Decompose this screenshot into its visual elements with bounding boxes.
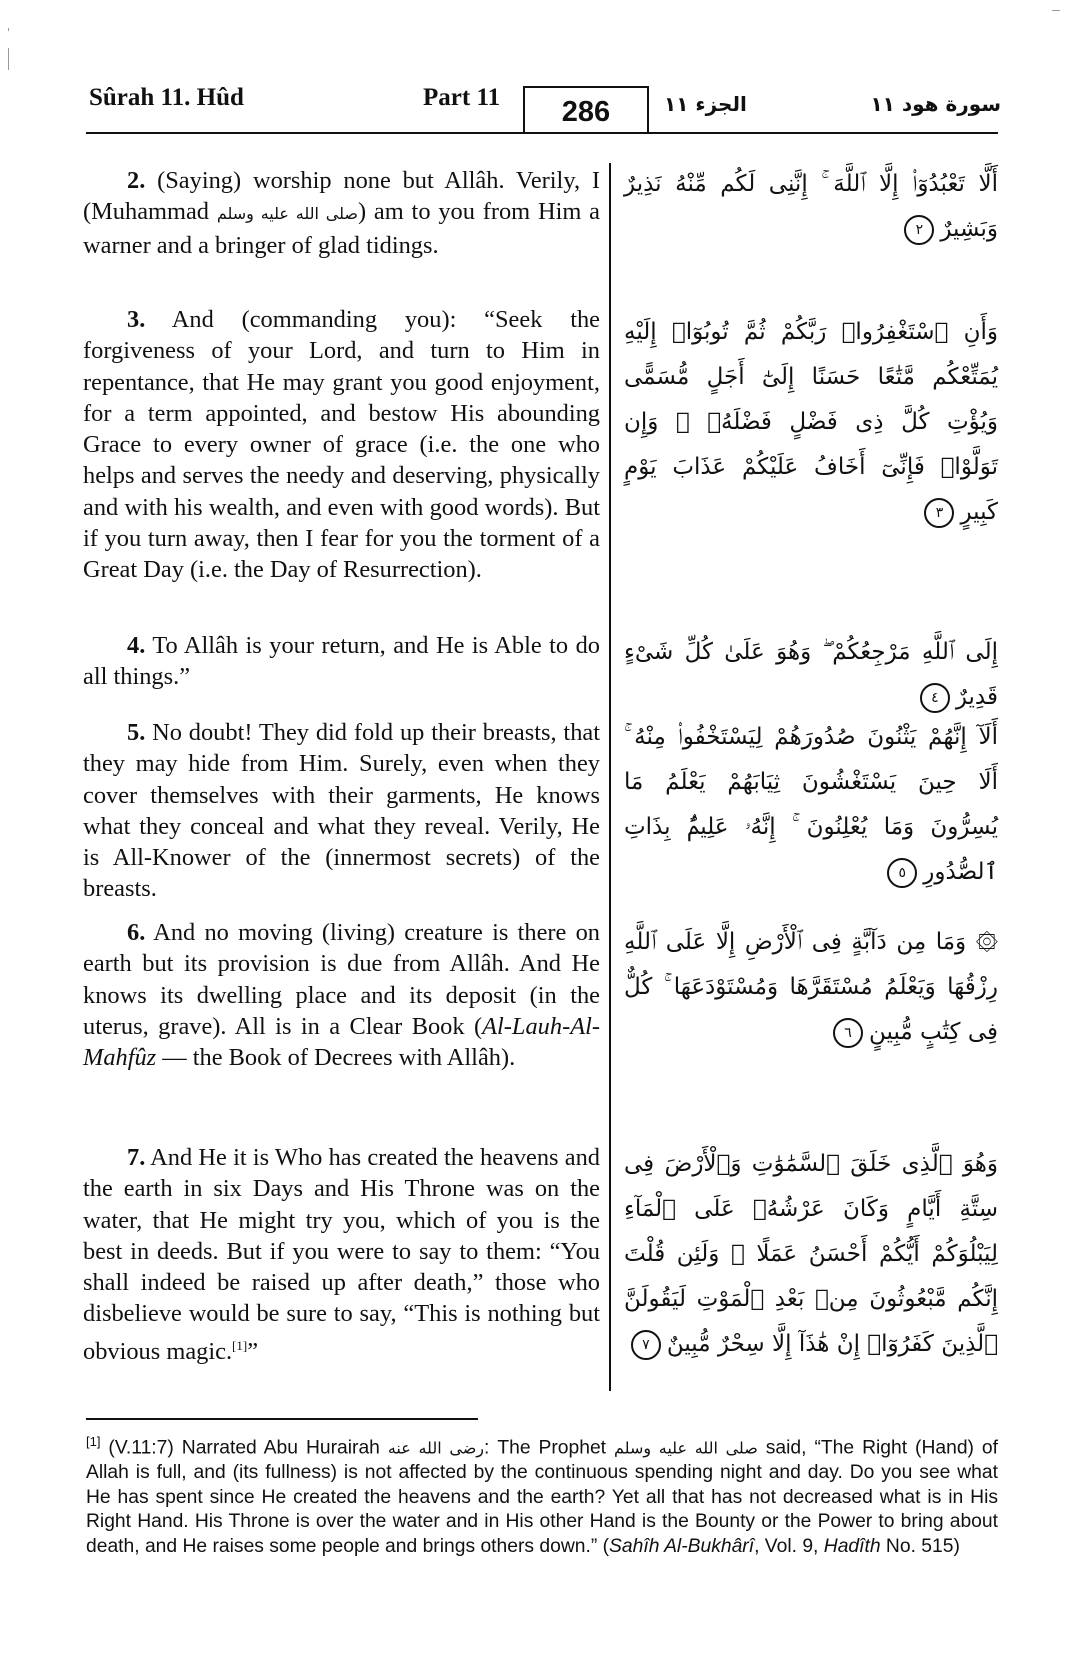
ayah-marker: ٥ [887, 858, 917, 888]
scan-mark [8, 48, 9, 70]
verse-number: 5. [127, 719, 146, 746]
juz-label-arabic: الجزء ١١ [664, 92, 747, 116]
verse-number: 2. [127, 167, 146, 194]
verse-6-arabic: ۞ وَمَا مِن دَآبَّةٍ فِى ٱلْأَرْضِ إِلَّا عَلَى ٱللَّهِ رِزْقُهَا وَيَعْلَمُ مُسْتَقَرَّهَا وَمُسْتَوْدَعَهَا ۚ كُلٌّ فِى كِتَٰبٍ مُّبِينٍ٦ [624, 920, 998, 1055]
scan-mark [1052, 10, 1060, 11]
verse-2-translation: 2. (Saying) worship none but Allâh. Verily, I (Muhammad صلى الله عليه وسلم) am to you from Him a warner and a bringer of glad tidings. [83, 167, 600, 259]
page-number: 286 [523, 86, 649, 134]
footnote-rule [86, 1418, 478, 1420]
verse-6-translation: 6. And no moving (living) creature is there on earth but its provision is due from Allâh. And He knows its dwelling place and its deposit (in the uterus, grave). All is in a Clear Book (Al-Lauh-Al-Mahfûz — the Book of Decrees with Allâh). [83, 919, 600, 1072]
verse-7-translation: 7. And He it is Who has created the heavens and the earth in six Days and His Throne was on the water, that He might try you, which of you is the best in deeds. But if you were to say to them: “You shall indeed be raised up after death,” those who disbelieve would be sure to say, “This is nothing but obvious magic.[1]” [83, 1144, 600, 1365]
ayah-marker: ٢ [904, 215, 934, 245]
hadith-word: Hadîth [823, 1535, 881, 1557]
source-title: Sahîh Al-Bukhârî [609, 1535, 755, 1557]
book-name: Al-Lauh-Al-Mahfûz [83, 1012, 600, 1072]
column-divider [609, 163, 611, 1391]
honorific-arabic: رضى الله عنه [387, 1438, 485, 1458]
header-rule [86, 132, 998, 134]
scan-mark [8, 28, 9, 31]
salutation-arabic: صلى الله عليه وسلم [216, 204, 358, 224]
surah-label: Sûrah 11. Hûd [89, 84, 244, 111]
verse-4-arabic: إِلَى ٱللَّهِ مَرْجِعُكُمْ ۖ وَهُوَ عَلَىٰ كُلِّ شَىْءٍ قَدِيرٌ٤ [624, 630, 998, 720]
verse-number: 4. [127, 632, 146, 659]
verse-5-arabic: أَلَآ إِنَّهُمْ يَثْنُونَ صُدُورَهُمْ لِيَسْتَخْفُوا۟ مِنْهُ ۚ أَلَا حِينَ يَسْتَغْشُونَ ثِيَابَهُمْ يَعْلَمُ مَا يُسِرُّونَ وَمَا يُعْلِنُونَ ۚ إِنَّهُۥ عَلِيمٌۢ بِذَاتِ ٱلصُّدُورِ٥ [624, 715, 998, 895]
salutation-arabic: صلى الله عليه وسلم [614, 1438, 758, 1458]
ayah-marker: ٦ [833, 1018, 863, 1048]
verse-7-arabic: وَهُوَ ٱلَّذِى خَلَقَ ٱلسَّمَٰوَٰتِ وَٱلْأَرْضَ فِى سِتَّةِ أَيَّامٍ وَكَانَ عَرْشُهُۥ عَلَى ٱلْمَآءِ لِيَبْلُوَكُمْ أَيُّكُمْ أَحْسَنُ عَمَلًا ۗ وَلَئِن قُلْتَ إِنَّكُم مَّبْعُوثُونَ مِنۢ بَعْدِ ٱلْمَوْتِ لَيَقُولَنَّ ٱلَّذِينَ كَفَرُوٓا۟ إِنْ هَٰذَآ إِلَّا سِحْرٌ مُّبِينٌ٧ [624, 1142, 998, 1367]
verse-4-translation: 4. To Allâh is your return, and He is Able to do all things.” [83, 632, 600, 691]
footnote-marker: [1] [86, 1434, 101, 1449]
footnote: [1] (V.11:7) Narrated Abu Hurairah رضى الله عنه: The Prophet صلى الله عليه وسلم said, “The Right (Hand) of Allah is full, and (its fullness) is not affected by the continuous spending night and day. Do you see what He has spent since He created the heavens and the earth? Yet all that has not decreased what is in His Right Hand. His Throne is over the water and in His other Hand is the Bounty or the Power to bring about death, and He raises some people and brings others down.” (Sahîh Al-Bukhârî, Vol. 9, Hadîth No. 515) [86, 1434, 999, 1557]
ayah-marker: ٤ [920, 683, 950, 713]
part-label: Part 11 [423, 84, 501, 111]
verse-number: 7. [127, 1144, 146, 1171]
verse-number: 6. [127, 919, 146, 946]
verse-2-arabic: أَلَّا تَعْبُدُوٓا۟ إِلَّا ٱللَّهَ ۚ إِنَّنِى لَكُم مِّنْهُ نَذِيرٌ وَبَشِيرٌ٢ [624, 162, 998, 252]
verse-5-translation: 5. No doubt! They did fold up their breasts, that they may hide from Him. Surely, even when they cover themselves with their garments, He knows what they conceal and what they reveal. Verily, He is All-Knower of the (innermost secrets) of the breasts. [83, 719, 600, 903]
ayah-marker: ٧ [631, 1330, 661, 1360]
ayah-marker: ٣ [924, 498, 954, 528]
verse-3-arabic: وَأَنِ ٱسْتَغْفِرُوا۟ رَبَّكُمْ ثُمَّ تُوبُوٓا۟ إِلَيْهِ يُمَتِّعْكُم مَّتَٰعًا حَسَنًا إِلَىٰٓ أَجَلٍ مُّسَمًّى وَيُؤْتِ كُلَّ ذِى فَضْلٍ فَضْلَهُۥ ۖ وَإِن تَوَلَّوْا۟ فَإِنِّىٓ أَخَافُ عَلَيْكُمْ عَذَابَ يَوْمٍ كَبِيرٍ٣ [624, 310, 998, 535]
surah-label-arabic: سورة هود ١١ [870, 92, 1001, 116]
verse-3-translation: 3. And (commanding you): “Seek the forgiveness of your Lord, and turn to Him in repentance, that He may grant you good enjoyment, for a term appointed, and bestow His abounding Grace to every owner of grace (i.e. the one who helps and serves the needy and deserving, physically and with his wealth, and even with good words). But if you turn away, then I fear for you the torment of a Great Day (i.e. the Day of Resurrection). [83, 306, 600, 584]
footnote-ref: [1] [232, 1337, 248, 1353]
verse-number: 3. [127, 306, 146, 333]
